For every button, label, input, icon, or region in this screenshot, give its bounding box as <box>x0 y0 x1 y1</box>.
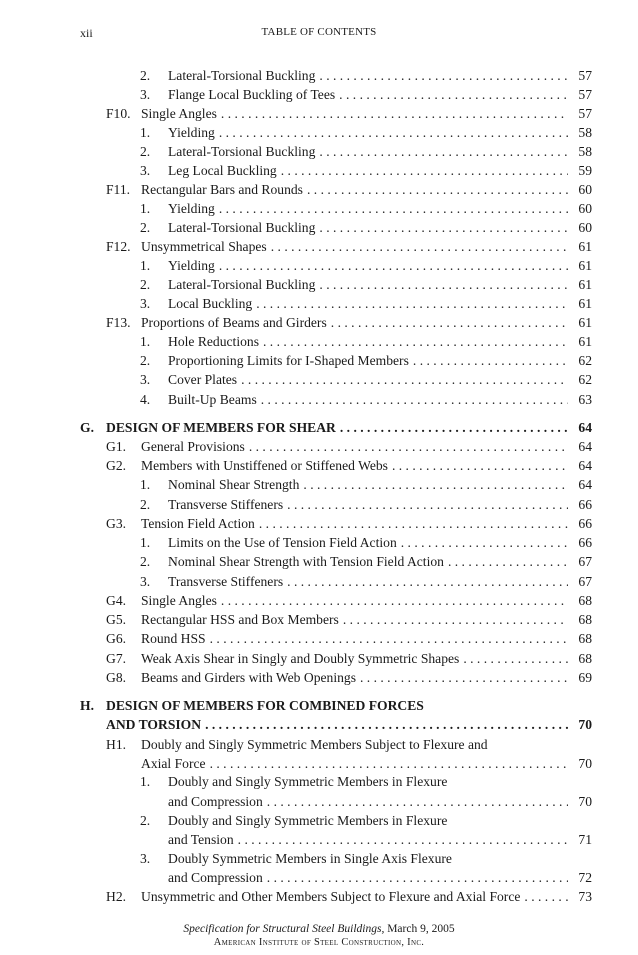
toc-entry-page: 71 <box>578 832 592 847</box>
toc-entry <box>0 754 638 773</box>
toc-entry <box>0 572 638 591</box>
toc-entry-title-wrap <box>168 552 568 571</box>
toc-entry-title: Limits on the Use of Tension Field Action <box>168 533 401 552</box>
toc-entry-title-wrap <box>168 849 568 868</box>
toc-entry-title: Flange Local Buckling of Tees <box>168 85 339 104</box>
toc-entry-title-wrap <box>168 332 568 351</box>
toc-entry-page: 67 <box>578 554 592 569</box>
toc-entry-title: Single Angles <box>141 591 221 610</box>
toc-entry-page: 60 <box>578 201 592 216</box>
toc-entry-title: Proportions of Beams and Girders <box>141 313 331 332</box>
toc-entry-page: 61 <box>578 315 592 330</box>
toc-entry-title-wrap <box>141 754 568 773</box>
toc-entry-title: Lateral-Torsional Buckling <box>168 275 319 294</box>
toc-entry-page: 61 <box>578 277 592 292</box>
toc-entry-page: 63 <box>578 392 592 407</box>
toc-entry <box>0 275 638 294</box>
toc-entry-label: G6. <box>106 631 127 646</box>
toc-entry-title-wrap <box>168 792 568 811</box>
toc-entry-label: G1. <box>106 439 127 454</box>
toc-entry <box>0 123 638 142</box>
toc-entry-title-wrap <box>141 649 568 668</box>
toc-entry <box>0 629 638 648</box>
toc-entry-label: H. <box>80 698 94 713</box>
toc-entry-label: G8. <box>106 670 127 685</box>
toc-entry <box>0 772 638 791</box>
toc-entry-label: G. <box>80 420 94 435</box>
toc-entry-page: 57 <box>578 87 592 102</box>
toc-entry-label: G3. <box>106 516 127 531</box>
toc-entry-title-wrap <box>168 811 568 830</box>
toc-entry-title: AND TORSION <box>106 715 205 734</box>
toc-entry <box>0 437 638 456</box>
toc-entry-label: F10. <box>106 106 131 121</box>
toc-entry-label: 2. <box>140 144 151 159</box>
toc-entry-title-wrap <box>168 66 568 85</box>
toc-entry-label: 1. <box>140 774 151 789</box>
toc-entry-title: Doubly and Singly Symmetric Members in Flexure <box>168 772 451 791</box>
toc-entry-label: 3. <box>140 87 151 102</box>
toc-entry-title-wrap <box>106 715 568 734</box>
toc-entry <box>0 591 638 610</box>
toc-entry-title-wrap <box>168 572 568 591</box>
toc-entry-page: 57 <box>578 68 592 83</box>
toc-entry-title-wrap <box>168 868 568 887</box>
toc-entry-page: 62 <box>578 353 592 368</box>
toc-entry-title-wrap <box>141 180 568 199</box>
toc-entry-page: 60 <box>578 182 592 197</box>
toc-entry-page: 59 <box>578 163 592 178</box>
toc-entry-title: Transverse Stiffeners <box>168 495 287 514</box>
toc-entry-title-wrap <box>141 514 568 533</box>
toc-entry-label: 3. <box>140 163 151 178</box>
toc-entry-title-wrap <box>141 668 568 687</box>
footer-spec-line <box>0 923 638 935</box>
toc-entry-title: Hole Reductions <box>168 332 263 351</box>
toc-entry-page: 58 <box>578 125 592 140</box>
toc-entry-title: Local Buckling <box>168 294 256 313</box>
toc-entry <box>0 552 638 571</box>
toc-entry-title-wrap <box>141 237 568 256</box>
toc-entry-page: 61 <box>578 258 592 273</box>
toc-entry-title-wrap <box>106 418 568 437</box>
toc-entry-page: 62 <box>578 372 592 387</box>
toc-entry <box>0 735 638 754</box>
toc-entry-title: Lateral-Torsional Buckling <box>168 66 319 85</box>
toc-entry-title-wrap <box>168 256 568 275</box>
toc-entry <box>0 237 638 256</box>
toc-entry-label: 2. <box>140 497 151 512</box>
toc-entry-title: Weak Axis Shear in Singly and Doubly Symmetric Shapes <box>141 649 463 668</box>
toc-entry <box>0 142 638 161</box>
toc-entry-page: 64 <box>578 477 592 492</box>
toc-entry-title-wrap <box>168 370 568 389</box>
toc-entry <box>0 180 638 199</box>
toc-entry <box>0 390 638 409</box>
toc-entry <box>0 475 638 494</box>
toc-entry <box>0 294 638 313</box>
toc-entry-label: 3. <box>140 851 151 866</box>
toc-entry-title-wrap <box>168 85 568 104</box>
toc-entry <box>0 514 638 533</box>
toc-entry-title-wrap <box>141 629 568 648</box>
toc-entry <box>0 332 638 351</box>
toc-entry-title: Cover Plates <box>168 370 241 389</box>
toc-entry <box>0 649 638 668</box>
toc-entry-title: Yielding <box>168 199 219 218</box>
toc-entry-title: Axial Force <box>141 754 210 773</box>
toc-entry-page: 61 <box>578 334 592 349</box>
toc-entry-page: 70 <box>578 794 592 809</box>
toc-entry-title: Beams and Girders with Web Openings <box>141 668 360 687</box>
toc-entry-title: Lateral-Torsional Buckling <box>168 142 319 161</box>
toc-entry-title-wrap <box>168 495 568 514</box>
toc-entry-title: and Compression <box>168 792 267 811</box>
toc-entry-page: 64 <box>578 420 592 435</box>
toc-entry <box>0 351 638 370</box>
toc-entry <box>0 199 638 218</box>
toc-entry-label: 2. <box>140 554 151 569</box>
toc-entry-title: Nominal Shear Strength <box>168 475 303 494</box>
toc-entry-title: Unsymmetrical Shapes <box>141 237 271 256</box>
toc-entry <box>0 533 638 552</box>
toc-entry-title: Single Angles <box>141 104 221 123</box>
toc-entry-title-wrap <box>168 533 568 552</box>
toc-entry-title: General Provisions <box>141 437 249 456</box>
toc-entry-title: DESIGN OF MEMBERS FOR COMBINED FORCES <box>106 696 428 715</box>
toc-entry <box>0 715 638 734</box>
toc-entry-label: 3. <box>140 372 151 387</box>
toc-entry <box>0 370 638 389</box>
toc-entry-title-wrap <box>168 351 568 370</box>
running-header-title: TABLE OF CONTENTS <box>261 26 377 38</box>
toc-entry-label: 2. <box>140 68 151 83</box>
toc-entry-title-wrap <box>168 123 568 142</box>
toc-entry <box>0 830 638 849</box>
toc-entry-title-wrap <box>168 218 568 237</box>
toc-entry-title-wrap <box>141 610 568 629</box>
toc-entry-label: 1. <box>140 535 151 550</box>
toc-entry-title-wrap <box>168 772 568 791</box>
toc-entry-title: and Tension <box>168 830 238 849</box>
toc-entry-title: Yielding <box>168 256 219 275</box>
toc-entry-page: 73 <box>578 889 592 904</box>
toc-entry-title-wrap <box>106 696 568 715</box>
toc-entry-label: 1. <box>140 334 151 349</box>
toc-entry-label: 3. <box>140 296 151 311</box>
toc-entry <box>0 696 638 715</box>
toc-entry-page: 66 <box>578 535 592 550</box>
toc-entry-title: Round HSS <box>141 629 210 648</box>
toc-entry-title: Leg Local Buckling <box>168 161 281 180</box>
toc-entry <box>0 868 638 887</box>
toc-entry-label: G4. <box>106 593 127 608</box>
toc-entry-page: 68 <box>578 593 592 608</box>
toc-entry-page: 72 <box>578 870 592 885</box>
toc-entry <box>0 668 638 687</box>
toc-entry-label: G7. <box>106 651 127 666</box>
toc-entry-title-wrap <box>141 591 568 610</box>
toc-entry-label: G2. <box>106 458 127 473</box>
toc-entry-label: F12. <box>106 239 131 254</box>
toc-entry-title: and Compression <box>168 868 267 887</box>
toc-entry-title-wrap <box>168 294 568 313</box>
toc-entry-label: 2. <box>140 277 151 292</box>
toc-entry <box>0 849 638 868</box>
toc-entry <box>0 456 638 475</box>
toc-entry-page: 68 <box>578 631 592 646</box>
toc-entry <box>0 85 638 104</box>
page-number: xii <box>80 26 93 40</box>
toc-entry-label: F13. <box>106 315 131 330</box>
toc-entry-title: Lateral-Torsional Buckling <box>168 218 319 237</box>
toc-entry-title: Transverse Stiffeners <box>168 572 287 591</box>
footer-spec-title: Specification for Structural Steel Buildings, <box>183 923 385 935</box>
toc-entry-title-wrap <box>168 475 568 494</box>
toc-entry-page: 66 <box>578 516 592 531</box>
toc-entry-page: 67 <box>578 574 592 589</box>
toc-entry-title: Doubly Symmetric Members in Single Axis Flexure <box>168 849 456 868</box>
toc-entry-label: 3. <box>140 574 151 589</box>
toc-entry-title: Unsymmetric and Other Members Subject to Flexure and Axial Force <box>141 887 524 906</box>
toc-entry-page: 61 <box>578 296 592 311</box>
toc-entry <box>0 104 638 123</box>
toc-entry-label: H2. <box>106 889 127 904</box>
toc-entry-title: Doubly and Singly Symmetric Members in Flexure <box>168 811 451 830</box>
toc-entry-page: 69 <box>578 670 592 685</box>
toc-entry-label: 2. <box>140 220 151 235</box>
toc-entry-title-wrap <box>168 199 568 218</box>
toc-entry-title-wrap <box>168 390 568 409</box>
toc-entry-title: Yielding <box>168 123 219 142</box>
toc-entry <box>0 811 638 830</box>
toc-entry-title: Tension Field Action <box>141 514 259 533</box>
toc-entry-title-wrap <box>141 313 568 332</box>
toc-entry <box>0 218 638 237</box>
toc-entry-label: H1. <box>106 737 127 752</box>
toc-entry-label: 1. <box>140 258 151 273</box>
footer-publisher: American Institute of Steel Construction, Inc. <box>213 937 425 948</box>
toc-entry-page: 70 <box>578 717 592 732</box>
toc-entry <box>0 161 638 180</box>
toc-entry-title: Members with Unstiffened or Stiffened Webs <box>141 456 392 475</box>
toc-entry-page: 64 <box>578 439 592 454</box>
toc-entry-label: 2. <box>140 813 151 828</box>
toc-entry-title: Doubly and Singly Symmetric Members Subject to Flexure and <box>141 735 492 754</box>
toc-entry-page: 64 <box>578 458 592 473</box>
toc-entry-label: 1. <box>140 201 151 216</box>
toc-entry-label: G5. <box>106 612 127 627</box>
toc-entry-label: 1. <box>140 477 151 492</box>
toc-entry-label: 4. <box>140 392 151 407</box>
toc-entry <box>0 418 638 437</box>
toc-entry-title: Nominal Shear Strength with Tension Field Action <box>168 552 448 571</box>
toc-entry-page: 60 <box>578 220 592 235</box>
toc-entry-title-wrap <box>141 456 568 475</box>
toc-entry-title-wrap <box>141 104 568 123</box>
toc-entry <box>0 495 638 514</box>
toc-entry-title-wrap <box>168 161 568 180</box>
toc-entry <box>0 313 638 332</box>
toc-entry-label: 1. <box>140 125 151 140</box>
toc-entry <box>0 792 638 811</box>
toc-entry-title: DESIGN OF MEMBERS FOR SHEAR <box>106 418 340 437</box>
toc-entry-page: 57 <box>578 106 592 121</box>
toc-entry-title-wrap <box>168 275 568 294</box>
toc-entry-page: 61 <box>578 239 592 254</box>
toc-entry-title-wrap <box>168 830 568 849</box>
toc-entry <box>0 256 638 275</box>
toc-entry <box>0 66 638 85</box>
toc-entry-title: Rectangular Bars and Rounds <box>141 180 307 199</box>
toc-entry-page: 66 <box>578 497 592 512</box>
toc-entry-label: F11. <box>106 182 131 197</box>
toc-entry-page: 68 <box>578 612 592 627</box>
toc-entry-title: Built-Up Beams <box>168 390 261 409</box>
toc-entry-title: Rectangular HSS and Box Members <box>141 610 343 629</box>
toc-entry-title: Proportioning Limits for I-Shaped Members <box>168 351 413 370</box>
toc-entry-page: 68 <box>578 651 592 666</box>
toc-entry-title-wrap <box>141 437 568 456</box>
toc-entry-label: 2. <box>140 353 151 368</box>
toc-entry-title-wrap <box>141 735 568 754</box>
toc-entry-title-wrap <box>168 142 568 161</box>
toc-entry <box>0 610 638 629</box>
toc-entry-page: 58 <box>578 144 592 159</box>
toc-entry-title-wrap <box>141 887 568 906</box>
toc-entry-page: 70 <box>578 756 592 771</box>
footer-date: March 9, 2005 <box>387 923 455 935</box>
toc-entry <box>0 887 638 906</box>
